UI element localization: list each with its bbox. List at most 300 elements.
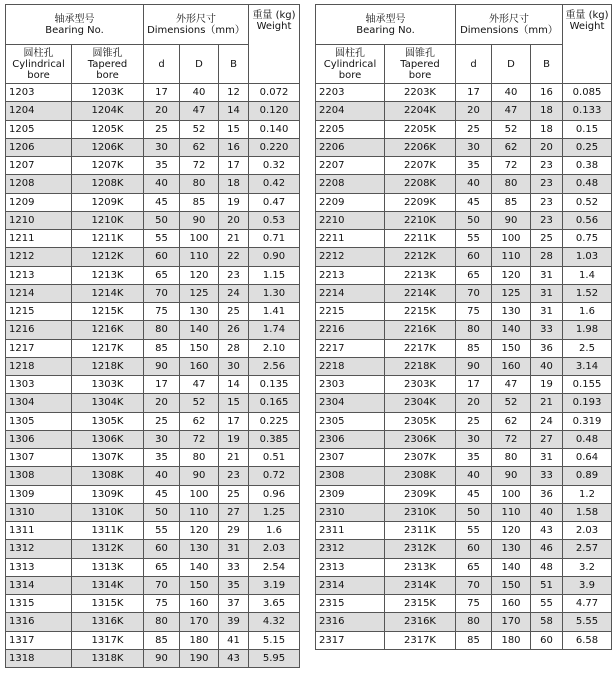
b-cell: 41 (219, 631, 249, 649)
table-row (6, 84, 300, 102)
table-row (316, 467, 612, 485)
weight-cell: 0.96 (249, 485, 300, 503)
outer-d-cell: 52 (180, 394, 219, 412)
weight-cell: 0.319 (563, 412, 612, 430)
d-cell: 75 (456, 595, 492, 613)
table-row (6, 266, 300, 284)
b-cell: 40 (531, 357, 563, 375)
tapered-bore-cell: 1304K (72, 394, 144, 412)
tapered-bore-cell: 1314K (72, 576, 144, 594)
b-cell: 31 (531, 449, 563, 467)
outer-d-cell: 120 (180, 266, 219, 284)
tapered-bore-cell: 1204K (72, 102, 144, 120)
cylindrical-bore-cell: 1314 (6, 576, 72, 594)
table-row (316, 138, 612, 156)
table-row (316, 449, 612, 467)
outer-d-cell: 80 (180, 449, 219, 467)
outer-d-cell: 47 (180, 102, 219, 120)
d-cell: 80 (144, 613, 180, 631)
b-cell: 15 (219, 394, 249, 412)
d-cell: 55 (144, 230, 180, 248)
d-cell: 85 (456, 631, 492, 649)
b-cell: 40 (531, 503, 563, 521)
table-row (6, 102, 300, 120)
table-row (6, 522, 300, 540)
b-cell: 24 (219, 284, 249, 302)
tapered-bore-cell: 1305K (72, 412, 144, 430)
cylindrical-bore-cell: 1317 (6, 631, 72, 649)
weight-cell: 0.120 (249, 102, 300, 120)
d-header: d (144, 45, 180, 84)
d-cell: 85 (144, 631, 180, 649)
cylindrical-bore-cell: 2310 (316, 503, 385, 521)
cylindrical-bore-header: 圆柱孔 Cylindrical bore (316, 45, 385, 84)
table-row (6, 376, 300, 394)
table-row (6, 321, 300, 339)
b-cell: 16 (531, 84, 563, 102)
weight-cell: 5.95 (249, 649, 300, 667)
outer-d-cell: 120 (492, 266, 531, 284)
weight-cell: 0.71 (249, 230, 300, 248)
b-cell: 26 (219, 321, 249, 339)
b-cell: 33 (531, 321, 563, 339)
weight-cell: 0.89 (563, 467, 612, 485)
table-row (316, 558, 612, 576)
table-row (316, 576, 612, 594)
outer-d-cell: 110 (180, 248, 219, 266)
cylindrical-bore-cell: 1214 (6, 284, 72, 302)
weight-cell: 3.9 (563, 576, 612, 594)
tapered-bore-cell: 2207K (385, 157, 456, 175)
tapered-bore-cell: 1207K (72, 157, 144, 175)
b-cell: 31 (531, 266, 563, 284)
cylindrical-bore-cell: 1216 (6, 321, 72, 339)
cylindrical-bore-cell: 1307 (6, 449, 72, 467)
outer-d-cell: 150 (492, 576, 531, 594)
d-cell: 75 (144, 595, 180, 613)
weight-cell: 0.155 (563, 376, 612, 394)
b-cell: 17 (219, 412, 249, 430)
weight-cell: 1.6 (249, 522, 300, 540)
outer-d-cell: 72 (492, 157, 531, 175)
b-cell: 51 (531, 576, 563, 594)
tapered-bore-cell: 1209K (72, 193, 144, 211)
d-cell: 30 (456, 138, 492, 156)
b-cell: 35 (219, 576, 249, 594)
b-cell: 60 (531, 631, 563, 649)
tapered-bore-cell: 1303K (72, 376, 144, 394)
weight-cell: 1.52 (563, 284, 612, 302)
d-cell: 65 (144, 266, 180, 284)
b-cell: 48 (531, 558, 563, 576)
table-row (6, 193, 300, 211)
cylindrical-bore-cell: 2309 (316, 485, 385, 503)
table-row (6, 284, 300, 302)
cylindrical-bore-cell: 1217 (6, 339, 72, 357)
outer-d-cell: 125 (180, 284, 219, 302)
weight-cell: 2.10 (249, 339, 300, 357)
b-cell: 31 (531, 284, 563, 302)
outer-d-header: D (492, 45, 531, 84)
table-row (316, 631, 612, 649)
tapered-bore-cell: 2208K (385, 175, 456, 193)
tapered-bore-cell: 1217K (72, 339, 144, 357)
tapered-bore-cell: 2303K (385, 376, 456, 394)
tapered-bore-cell: 1211K (72, 230, 144, 248)
b-header: B (531, 45, 563, 84)
table-row (6, 303, 300, 321)
outer-d-cell: 120 (180, 522, 219, 540)
outer-d-cell: 90 (180, 467, 219, 485)
cylindrical-bore-cell: 1213 (6, 266, 72, 284)
tapered-bore-cell: 1317K (72, 631, 144, 649)
right-bearing-table (315, 4, 612, 650)
weight-cell: 0.193 (563, 394, 612, 412)
table-row (316, 84, 612, 102)
b-cell: 21 (219, 449, 249, 467)
cylindrical-bore-cell: 1315 (6, 595, 72, 613)
tapered-bore-cell: 2214K (385, 284, 456, 302)
tapered-bore-cell: 2312K (385, 540, 456, 558)
b-cell: 30 (219, 357, 249, 375)
cylindrical-bore-cell: 2305 (316, 412, 385, 430)
outer-d-cell: 52 (180, 120, 219, 138)
table-row (316, 540, 612, 558)
right-table-body (316, 84, 612, 650)
weight-header: 重量 (kg) Weight (563, 5, 612, 84)
d-cell: 60 (144, 248, 180, 266)
weight-cell: 1.58 (563, 503, 612, 521)
cylindrical-bore-cell: 1204 (6, 102, 72, 120)
cylindrical-bore-cell: 2211 (316, 230, 385, 248)
cylindrical-bore-cell: 2216 (316, 321, 385, 339)
d-cell: 50 (456, 503, 492, 521)
b-cell: 18 (531, 120, 563, 138)
tapered-bore-cell: 2216K (385, 321, 456, 339)
d-cell: 50 (144, 503, 180, 521)
d-cell: 35 (144, 157, 180, 175)
outer-d-cell: 80 (492, 175, 531, 193)
outer-d-cell: 170 (180, 613, 219, 631)
table-row (6, 558, 300, 576)
d-cell: 40 (144, 467, 180, 485)
d-cell: 80 (456, 321, 492, 339)
b-cell: 58 (531, 613, 563, 631)
weight-cell: 2.54 (249, 558, 300, 576)
b-cell: 25 (531, 230, 563, 248)
d-cell: 17 (144, 376, 180, 394)
outer-d-cell: 125 (492, 284, 531, 302)
cylindrical-bore-cell: 2203 (316, 84, 385, 102)
b-cell: 31 (531, 303, 563, 321)
d-cell: 70 (144, 284, 180, 302)
outer-d-cell: 180 (180, 631, 219, 649)
d-cell: 17 (456, 376, 492, 394)
b-cell: 23 (531, 175, 563, 193)
tapered-bore-cell: 2305K (385, 412, 456, 430)
outer-d-cell: 130 (180, 540, 219, 558)
cylindrical-bore-cell: 1211 (6, 230, 72, 248)
d-cell: 35 (456, 157, 492, 175)
tapered-bore-cell: 1316K (72, 613, 144, 631)
b-cell: 12 (219, 84, 249, 102)
d-cell: 65 (144, 558, 180, 576)
tapered-bore-cell: 1215K (72, 303, 144, 321)
weight-cell: 3.65 (249, 595, 300, 613)
d-cell: 60 (456, 248, 492, 266)
d-cell: 50 (456, 211, 492, 229)
weight-cell: 1.74 (249, 321, 300, 339)
b-cell: 20 (531, 138, 563, 156)
table-row (6, 211, 300, 229)
b-cell: 33 (219, 558, 249, 576)
weight-cell: 0.47 (249, 193, 300, 211)
cylindrical-bore-cell: 2218 (316, 357, 385, 375)
left-table-body (6, 84, 300, 668)
cylindrical-bore-cell: 2207 (316, 157, 385, 175)
tapered-bore-header: 圆锥孔 Tapered bore (385, 45, 456, 84)
cylindrical-bore-cell: 1306 (6, 430, 72, 448)
outer-d-cell: 110 (492, 503, 531, 521)
d-cell: 65 (456, 266, 492, 284)
cylindrical-bore-cell: 2304 (316, 394, 385, 412)
tapered-bore-cell: 2211K (385, 230, 456, 248)
outer-d-cell: 170 (492, 613, 531, 631)
weight-cell: 0.072 (249, 84, 300, 102)
table-row (6, 157, 300, 175)
d-cell: 30 (144, 138, 180, 156)
weight-cell: 0.085 (563, 84, 612, 102)
table-row (316, 394, 612, 412)
tapered-bore-cell: 2205K (385, 120, 456, 138)
b-cell: 14 (219, 376, 249, 394)
bearing-no-header: 轴承型号 Bearing No. (6, 5, 144, 45)
cylindrical-bore-cell: 2312 (316, 540, 385, 558)
weight-cell: 0.385 (249, 430, 300, 448)
table-row (6, 613, 300, 631)
tapered-bore-cell: 1218K (72, 357, 144, 375)
outer-d-cell: 160 (492, 595, 531, 613)
weight-cell: 0.140 (249, 120, 300, 138)
tapered-bore-cell: 1308K (72, 467, 144, 485)
table-row (316, 503, 612, 521)
outer-d-header: D (180, 45, 219, 84)
d-cell: 20 (456, 102, 492, 120)
cylindrical-bore-cell: 2209 (316, 193, 385, 211)
b-cell: 37 (219, 595, 249, 613)
weight-cell: 2.5 (563, 339, 612, 357)
tapered-bore-cell: 2315K (385, 595, 456, 613)
tapered-bore-cell: 1205K (72, 120, 144, 138)
cylindrical-bore-cell: 1206 (6, 138, 72, 156)
outer-d-cell: 72 (492, 430, 531, 448)
weight-cell: 1.03 (563, 248, 612, 266)
weight-cell: 1.98 (563, 321, 612, 339)
table-row (6, 503, 300, 521)
b-cell: 46 (531, 540, 563, 558)
b-cell: 21 (219, 230, 249, 248)
outer-d-cell: 130 (492, 540, 531, 558)
b-cell: 36 (531, 485, 563, 503)
cylindrical-bore-cell: 1313 (6, 558, 72, 576)
outer-d-cell: 40 (180, 84, 219, 102)
tapered-bore-cell: 2316K (385, 613, 456, 631)
weight-cell: 4.32 (249, 613, 300, 631)
b-cell: 25 (219, 485, 249, 503)
outer-d-cell: 140 (492, 558, 531, 576)
cylindrical-bore-cell: 2208 (316, 175, 385, 193)
table-row (6, 595, 300, 613)
outer-d-cell: 130 (492, 303, 531, 321)
cylindrical-bore-cell: 1316 (6, 613, 72, 631)
table-row (316, 321, 612, 339)
outer-d-cell: 100 (492, 485, 531, 503)
d-cell: 20 (144, 102, 180, 120)
outer-d-cell: 120 (492, 522, 531, 540)
weight-cell: 0.225 (249, 412, 300, 430)
outer-d-cell: 190 (180, 649, 219, 667)
weight-cell: 2.03 (563, 522, 612, 540)
b-cell: 28 (219, 339, 249, 357)
b-cell: 25 (219, 303, 249, 321)
b-header: B (219, 45, 249, 84)
cylindrical-bore-cell: 1215 (6, 303, 72, 321)
weight-cell: 2.03 (249, 540, 300, 558)
table-row (316, 376, 612, 394)
table-row (316, 412, 612, 430)
outer-d-cell: 140 (492, 321, 531, 339)
table-row (6, 138, 300, 156)
weight-cell: 0.15 (563, 120, 612, 138)
cylindrical-bore-cell: 2217 (316, 339, 385, 357)
weight-cell: 0.48 (563, 430, 612, 448)
b-cell: 31 (219, 540, 249, 558)
weight-cell: 1.4 (563, 266, 612, 284)
cylindrical-bore-cell: 2210 (316, 211, 385, 229)
b-cell: 20 (219, 211, 249, 229)
weight-cell: 0.53 (249, 211, 300, 229)
tapered-bore-cell: 1310K (72, 503, 144, 521)
tapered-bore-cell: 1313K (72, 558, 144, 576)
table-row (6, 394, 300, 412)
cylindrical-bore-cell: 1205 (6, 120, 72, 138)
b-cell: 18 (531, 102, 563, 120)
weight-cell: 0.56 (563, 211, 612, 229)
weight-cell: 0.220 (249, 138, 300, 156)
b-cell: 36 (531, 339, 563, 357)
table-row (316, 102, 612, 120)
table-row (6, 485, 300, 503)
tapered-bore-cell: 2314K (385, 576, 456, 594)
b-cell: 33 (531, 467, 563, 485)
outer-d-cell: 62 (180, 138, 219, 156)
b-cell: 55 (531, 595, 563, 613)
tapered-bore-cell: 1210K (72, 211, 144, 229)
cylindrical-bore-cell: 2213 (316, 266, 385, 284)
b-cell: 43 (531, 522, 563, 540)
d-cell: 60 (456, 540, 492, 558)
tapered-bore-cell: 2204K (385, 102, 456, 120)
weight-cell: 1.2 (563, 485, 612, 503)
left-bearing-table (5, 4, 300, 668)
tapered-bore-cell: 1206K (72, 138, 144, 156)
b-cell: 19 (219, 430, 249, 448)
cylindrical-bore-cell: 1312 (6, 540, 72, 558)
cylindrical-bore-cell: 1209 (6, 193, 72, 211)
tapered-bore-cell: 2209K (385, 193, 456, 211)
d-cell: 40 (456, 467, 492, 485)
d-cell: 17 (144, 84, 180, 102)
outer-d-cell: 80 (180, 175, 219, 193)
weight-cell: 3.2 (563, 558, 612, 576)
table-row (316, 120, 612, 138)
table-row (6, 631, 300, 649)
tapered-bore-cell: 2304K (385, 394, 456, 412)
b-cell: 27 (531, 430, 563, 448)
weight-cell: 0.38 (563, 157, 612, 175)
outer-d-cell: 160 (492, 357, 531, 375)
table-row (316, 595, 612, 613)
table-row (316, 485, 612, 503)
tapered-bore-cell: 2215K (385, 303, 456, 321)
d-cell: 25 (456, 120, 492, 138)
weight-cell: 0.135 (249, 376, 300, 394)
weight-cell: 3.19 (249, 576, 300, 594)
outer-d-cell: 47 (180, 376, 219, 394)
cylindrical-bore-cell: 2311 (316, 522, 385, 540)
table-row (316, 303, 612, 321)
outer-d-cell: 47 (492, 376, 531, 394)
table-row (6, 357, 300, 375)
table-row (6, 248, 300, 266)
d-cell: 17 (456, 84, 492, 102)
cylindrical-bore-cell: 1207 (6, 157, 72, 175)
tapered-bore-cell: 2307K (385, 449, 456, 467)
weight-cell: 1.30 (249, 284, 300, 302)
cylindrical-bore-cell: 2316 (316, 613, 385, 631)
table-row (6, 649, 300, 667)
outer-d-cell: 160 (180, 595, 219, 613)
table-row (6, 120, 300, 138)
outer-d-cell: 130 (180, 303, 219, 321)
d-cell: 60 (144, 540, 180, 558)
outer-d-cell: 85 (180, 193, 219, 211)
cylindrical-bore-cell: 2214 (316, 284, 385, 302)
table-row (316, 430, 612, 448)
tapered-bore-cell: 2218K (385, 357, 456, 375)
tapered-bore-cell: 1214K (72, 284, 144, 302)
outer-d-cell: 100 (180, 485, 219, 503)
outer-d-cell: 100 (180, 230, 219, 248)
weight-cell: 5.15 (249, 631, 300, 649)
cylindrical-bore-cell: 1218 (6, 357, 72, 375)
d-cell: 70 (456, 576, 492, 594)
table-row (6, 230, 300, 248)
table-row (316, 357, 612, 375)
table-row (6, 467, 300, 485)
outer-d-cell: 72 (180, 157, 219, 175)
dimensions-header: 外形尺寸 Dimensions（mm） (456, 5, 563, 45)
weight-cell: 1.41 (249, 303, 300, 321)
b-cell: 23 (531, 193, 563, 211)
d-cell: 90 (144, 357, 180, 375)
weight-cell: 2.56 (249, 357, 300, 375)
cylindrical-bore-cell: 2306 (316, 430, 385, 448)
d-cell: 50 (144, 211, 180, 229)
weight-cell: 2.57 (563, 540, 612, 558)
d-cell: 45 (456, 193, 492, 211)
table-row (316, 175, 612, 193)
